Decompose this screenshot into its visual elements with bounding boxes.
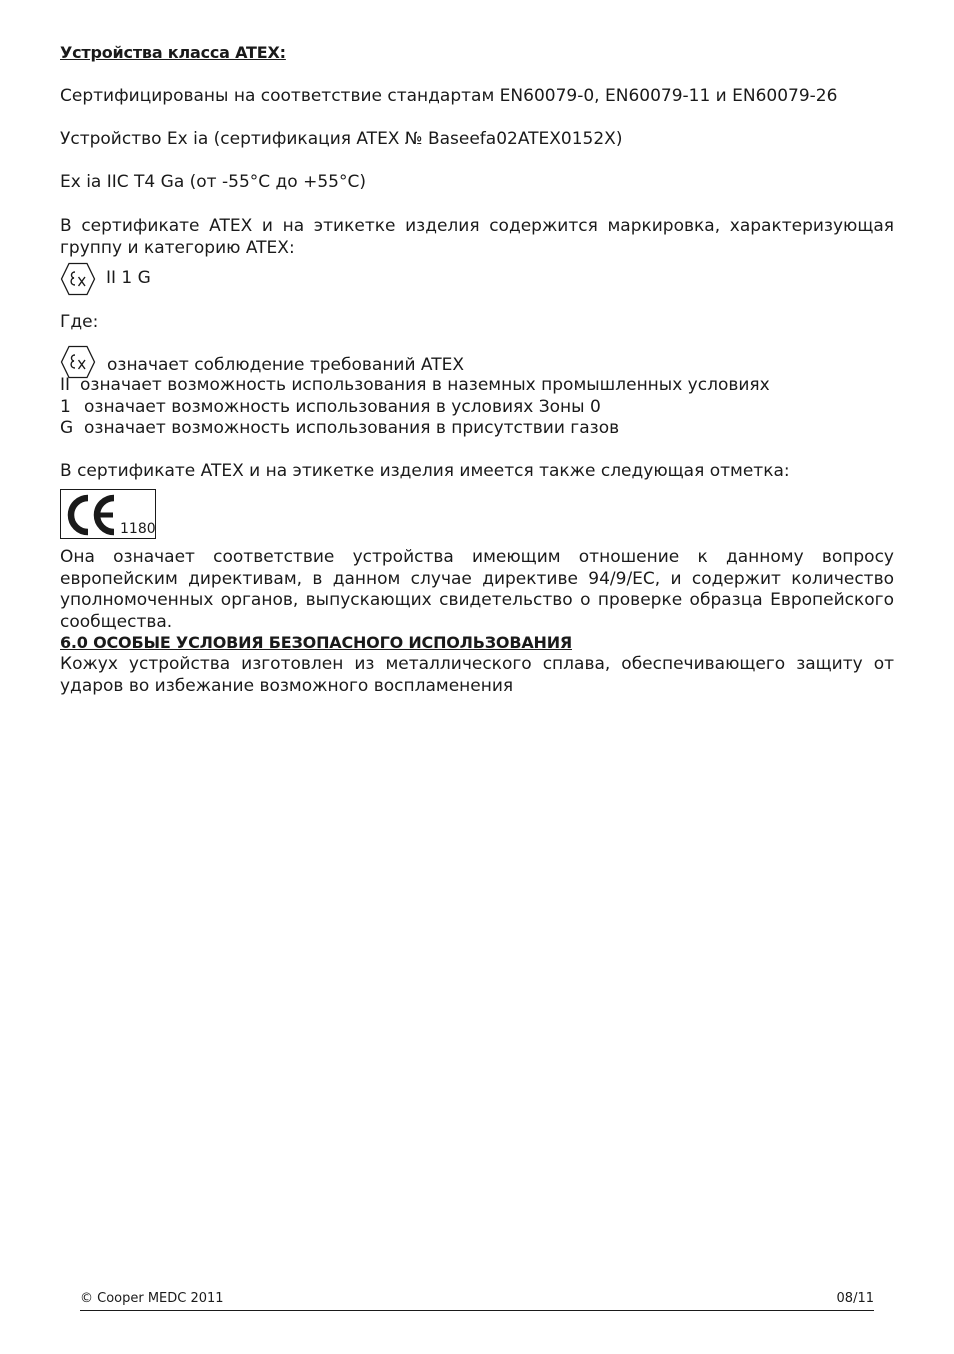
- section-paragraph: Кожух устройства изготовлен из металлического сплава, обеспечивающего защиту от ударов во избежание возможного воспламенения: [60, 654, 894, 696]
- ce-mark: [60, 489, 156, 539]
- legend-text: означает соблюдение требований ATEX: [107, 355, 465, 376]
- page-footer: [80, 1290, 874, 1311]
- legend-key: II: [60, 375, 71, 395]
- standards-paragraph: Сертифицированы на соответствие стандартам EN60079-0, EN60079-11 и EN60079-26: [60, 86, 838, 106]
- legend-item: [60, 375, 770, 397]
- notified-body-number: 1180: [120, 521, 156, 537]
- legend-key: G: [60, 418, 74, 438]
- footer-copyright: © Cooper MEDC 2011: [80, 1291, 224, 1306]
- atex-heading: Устройства класса ATEX:: [60, 43, 286, 62]
- ce-logo-icon: [64, 494, 120, 536]
- also-paragraph: В сертификате ATEX и на этикетке изделия имеется также следующая отметка:: [60, 461, 790, 481]
- ex-hexagon-icon: [60, 345, 96, 379]
- ce-meaning-paragraph: Она означает соответствие устройства имеющим отношение к данному вопросу европейским директивам, в данном случае директиве 94/9/EC, и содержит количество уполномоченных органов, выпускающих свидетельство о проверке образца Европейского сообщества.: [60, 547, 894, 632]
- ex-hexagon-icon: [60, 262, 96, 296]
- section-heading: 6.0 ОСОБЫЕ УСЛОВИЯ БЕЗОПАСНОГО ИСПОЛЬЗОВАНИЯ: [60, 633, 573, 652]
- certificate-paragraph: В сертификате ATEX и на этикетке изделия содержится маркировка, характеризующая группу и категорию ATEX:: [60, 216, 894, 258]
- legend-text: означает возможность использования в условиях Зоны 0: [84, 397, 601, 417]
- footer-date: 08/11: [836, 1291, 874, 1306]
- ex-marking-row: [60, 262, 151, 296]
- legend-item: [60, 418, 619, 440]
- where-label: Где:: [60, 312, 99, 332]
- legend-item: [60, 345, 464, 379]
- legend-text: означает возможность использования в присутствии газов: [84, 418, 620, 438]
- legend-key: 1: [60, 397, 71, 417]
- marking-paragraph: Ex ia IIC T4 Ga (от -55°C до +55°C): [60, 172, 366, 192]
- device-paragraph: Устройство Ex ia (сертификация ATEX № Baseefa02ATEX0152X): [60, 129, 623, 149]
- legend-text: означает возможность использования в наземных промышленных условиях: [80, 375, 770, 395]
- ex-marking-text: II 1 G: [106, 268, 151, 289]
- legend-item: [60, 397, 601, 419]
